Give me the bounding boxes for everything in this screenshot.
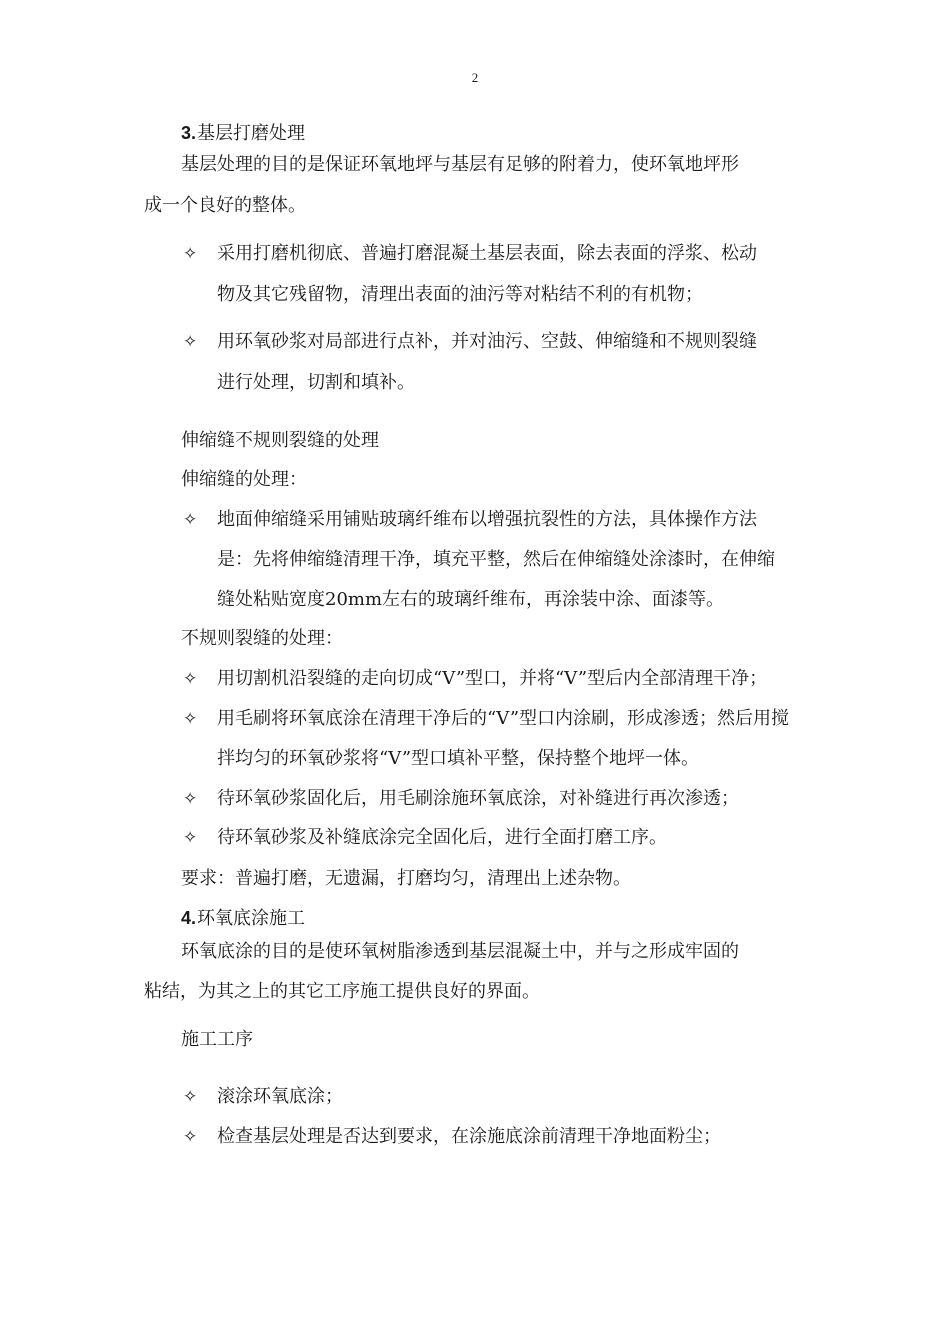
subheading: 伸缩缝不规则裂缝的处理	[181, 430, 379, 451]
section-title: 基层打磨处理	[197, 123, 306, 144]
subheading: 伸缩缝的处理：	[181, 469, 307, 490]
paragraph-line: 粘结，为其之上的其它工序施工提供良好的界面。	[144, 981, 540, 1002]
list-item-line: 缝处粘贴宽度20mm左右的玻璃纤维布，再涂装中涂、面漆等。	[217, 589, 725, 610]
diamond-bullet-icon: ✧	[183, 332, 198, 352]
diamond-bullet-icon: ✧	[183, 1127, 198, 1147]
list-item-line: 物及其它残留物，清理出表面的油污等对粘结不利的有机物；	[217, 284, 703, 305]
list-item-line: 用环氧砂浆对局部进行点补，并对油污、空鼓、伸缩缝和不规则裂缝	[217, 331, 757, 352]
section-title: 环氧底涂施工	[197, 908, 306, 929]
paragraph-line: 成一个良好的整体。	[144, 195, 306, 216]
list-item-line: 地面伸缩缝采用铺贴玻璃纤维布以增强抗裂性的方法，具体操作方法	[217, 509, 757, 530]
section-4-heading	[181, 906, 305, 931]
diamond-bullet-icon: ✧	[183, 1087, 198, 1107]
diamond-bullet-icon: ✧	[183, 828, 198, 848]
diamond-bullet-icon: ✧	[183, 789, 198, 809]
list-item-line: 滚涂环氧底涂；	[217, 1086, 343, 1107]
paragraph-line: 环氧底涂的目的是使环氧树脂渗透到基层混凝土中，并与之形成牢固的	[181, 941, 739, 962]
paragraph-line: 基层处理的目的是保证环氧地坪与基层有足够的附着力，使环氧地坪形	[181, 154, 739, 175]
list-item-line: 用切割机沿裂缝的走向切成“V”型口，并将“V”型后内全部清理干净；	[217, 668, 768, 689]
list-item-line: 检查基层处理是否达到要求，在涂施底涂前清理干净地面粉尘；	[217, 1126, 721, 1147]
page-number: 2	[471, 70, 479, 85]
list-item-line: 待环氧砂浆固化后，用毛刷涂施环氧底涂，对补缝进行再次渗透；	[217, 788, 739, 809]
section-number: 4.	[181, 908, 197, 928]
subheading: 施工工序	[181, 1029, 253, 1050]
list-item-line: 用毛刷将环氧底涂在清理干净后的“V”型口内涂刷，形成渗透；然后用搅	[217, 708, 790, 729]
section-3-heading	[181, 121, 305, 146]
diamond-bullet-icon: ✧	[183, 669, 198, 689]
list-item-line: 进行处理，切割和填补。	[217, 372, 415, 393]
diamond-bullet-icon: ✧	[183, 510, 198, 530]
list-item-line: 拌均匀的环氧砂浆将“V”型口填补平整，保持整个地坪一体。	[217, 748, 700, 769]
diamond-bullet-icon: ✧	[183, 244, 198, 264]
list-item-line: 待环氧砂浆及补缝底涂完全固化后，进行全面打磨工序。	[217, 827, 667, 848]
subheading: 不规则裂缝的处理：	[181, 628, 343, 649]
list-item-line: 是：先将伸缩缝清理干净，填充平整，然后在伸缩缝处涂漆时，在伸缩	[217, 549, 775, 570]
list-item-line: 采用打磨机彻底、普遍打磨混凝土基层表面，除去表面的浮浆、松动	[217, 243, 757, 264]
diamond-bullet-icon: ✧	[183, 709, 198, 729]
requirement-text: 要求：普遍打磨，无遗漏，打磨均匀，清理出上述杂物。	[181, 868, 631, 889]
section-number: 3.	[181, 123, 197, 143]
